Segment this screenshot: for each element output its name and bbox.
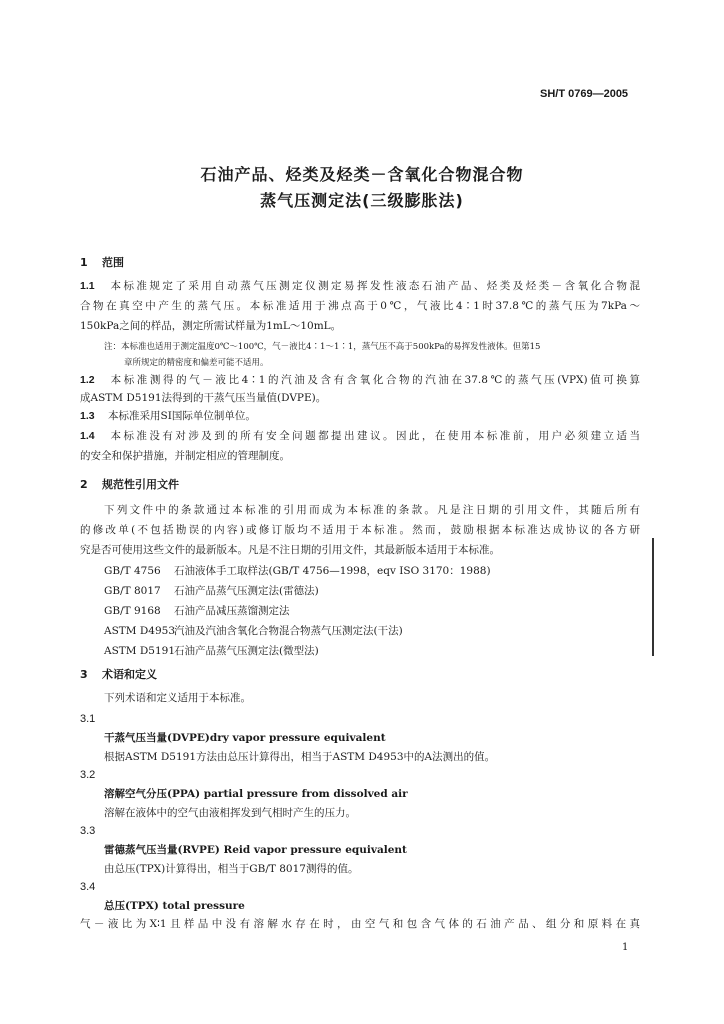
reference-item [104,643,319,658]
term-number: 3.4 [80,881,96,893]
section-number: 2 [80,478,88,491]
page-number: 1 [622,942,629,953]
reference-title: 石油液体手工取样法(GB/T 4756—1998，eqv ISO 3170：1988) [174,565,491,577]
reference-title: 汽油及汽油含氧化合物混合物蒸气压测定法(干法) [174,625,403,637]
term-definition: 溶解在液体中的空气由液相挥发到气相时产生的压力。 [104,807,356,819]
clause-text: 本标准规定了采用自动蒸气压测定仪测定易挥发性液态石油产品、烃类及烃类－含氧化合物混 [108,280,640,292]
reference-code: ASTM D5191 [104,645,176,657]
clause-1-2-line2: 成ASTM D5191法得到的干蒸气压当量值(DVPE)。 [80,392,327,404]
section-3-heading [80,666,157,682]
clause-number: 1.1 [80,280,95,292]
section-number: 3 [80,668,88,681]
term-number: 3.2 [80,769,96,781]
clause-number: 1.2 [80,374,95,386]
clause-number: 1.3 [80,410,95,422]
clause-1-3 [80,406,640,426]
clause-number: 1.4 [80,430,95,442]
term-heading: 干蒸气压当量(DVPE)dry vapor pressure equivalent [104,732,386,744]
term-definition: 由总压(TPX)计算得出，相当于GB/T 8017测得的值。 [104,863,359,875]
term-number: 3.3 [80,825,96,837]
term-number: 3.1 [80,713,96,725]
clause-1-1-line1 [80,276,640,296]
reference-title: 石油产品蒸气压测定法(微型法) [174,645,319,657]
reference-item [104,563,491,578]
term-definition: 根据ASTM D5191方法由总压计算得出，相当于ASTM D4953中的A法测出的值。 [104,751,496,763]
reference-code: ASTM D4953 [104,625,176,637]
clause-text: 本标准没有对涉及到的所有安全问题都提出建议。因此，在使用本标准前，用户必须建立适当 [108,430,640,442]
section-number: 1 [80,256,88,269]
reference-code: GB/T 4756 [104,565,161,577]
clause-1-1-line2: 合物在真空中产生的蒸气压。本标准适用于沸点高于0℃，气液比4∶1时37.8℃的蒸气压为7kPa～ [80,300,640,312]
reference-item [104,623,403,638]
term-heading: 雷德蒸气压当量(RVPE) Reid vapor pressure equivalent [104,844,407,856]
term-heading: 溶解空气分压(PPA) partial pressure from dissolved air [104,788,408,800]
reference-code: GB/T 8017 [104,585,161,597]
section-title: 规范性引用文件 [102,478,179,491]
clause-1-1-line3: 150kPa之间的样品，测定所需试样量为1mL～10mL。 [80,320,342,332]
section-title: 范围 [102,256,124,269]
change-bar [652,538,654,656]
section-1-heading [80,254,124,270]
section-title: 术语和定义 [102,668,157,681]
document-title-line1: 石油产品、烃类及烃类－含氧化合物混合物 [200,165,524,184]
term-heading: 总压(TPX) total pressure [104,900,245,912]
reference-item [104,583,319,598]
note-line2: 章所规定的精密度和偏差可能不适用。 [124,358,269,368]
terms-intro: 下列术语和定义适用于本标准。 [104,692,251,704]
clause-text: 本标准测得的气－液比4∶1的汽油及含有含氧化合物的汽油在37.8℃的蒸气压(VPX)值可换算 [108,374,640,386]
reference-code: GB/T 9168 [104,605,161,617]
section-2-heading [80,476,179,492]
clause-1-4-line1 [80,426,640,446]
clause-text: 本标准采用SI国际单位制单位。 [108,410,256,422]
reference-title: 石油产品蒸气压测定法(雷德法) [174,585,319,597]
standard-code: SH/T 0769—2005 [540,88,629,100]
note-line1: 注：本标准也适用于测定温度0℃～100℃，气－液比4∶1～1∶1，蒸气压不高于500kPa的易挥发性液体。但第15 [104,342,541,352]
refs-intro-line1: 下列文件中的条款通过本标准的引用而成为本标准的条款。凡是注日期的引用文件，其随后所有 [104,504,640,516]
reference-title: 石油产品减压蒸馏测定法 [174,605,290,617]
refs-intro-line3: 究是否可使用这些文件的最新版本。凡是不注日期的引用文件，其最新版本适用于本标准。 [80,544,500,556]
clause-1-2-line1 [80,370,640,390]
reference-item [104,603,290,618]
clause-1-4-line2: 的安全和保护措施，并制定相应的管理制度。 [80,450,290,462]
refs-intro-line2: 的修改单(不包括勘误的内容)或修订版均不适用于本标准。然而，鼓励根据本标准达成协议的各方研 [80,524,640,536]
term-definition: 气－液比为X∶1且样品中没有溶解水存在时，由空气和包含气体的石油产品、组分和原料在真 [80,918,640,930]
document-title-line2: 蒸气压测定法(三级膨胀法) [260,191,464,210]
